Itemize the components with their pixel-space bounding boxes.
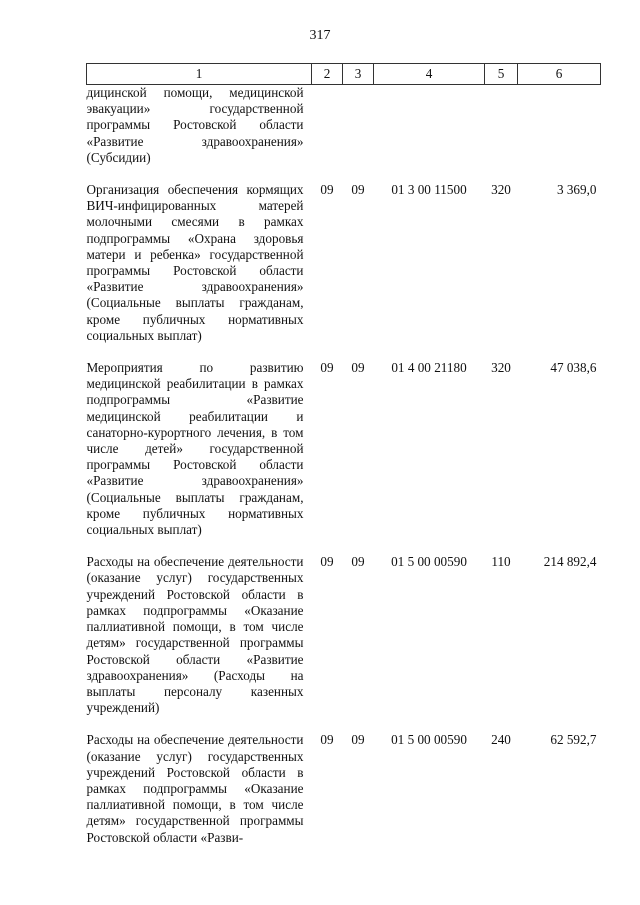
row-spacer <box>87 716 601 732</box>
row-target-article <box>374 85 485 167</box>
row-amount: 62 592,7 <box>550 732 597 748</box>
column-header-subsection: 3 <box>343 64 374 85</box>
table-row <box>87 360 601 538</box>
row-expense-type: 320 <box>491 360 511 376</box>
row-section: 09 <box>320 360 334 376</box>
row-description: Организация обеспечения кормящих ВИЧ-инфицированных матерей молочными смесями в рамках подпрограммы «Охрана здоровья матери и ребенка» государственной программы Ростовской области «Развитие здравоохранения» (Социальные выплаты гражданам, кроме публичных нормативных социальных выплат) <box>86 182 304 343</box>
row-section: 09 <box>320 182 334 198</box>
row-section <box>312 85 343 167</box>
row-spacer <box>87 538 601 554</box>
row-spacer <box>87 166 601 182</box>
row-subsection: 09 <box>351 182 365 198</box>
row-subsection: 09 <box>351 554 365 570</box>
row-description: Мероприятия по развитию медицинской реабилитации в рамках подпрограммы «Развитие медицинской реабилитации и санаторно-курортного лечения, в том числе детей» государственной программы Ростовской области «Развитие здравоохранения» (Социальные выплаты гражданам, кроме публичных нормативных социальных выплат) <box>86 360 304 538</box>
row-section: 09 <box>320 732 334 748</box>
column-header-expense-type: 5 <box>485 64 518 85</box>
table-row <box>87 554 601 716</box>
table-row <box>87 732 601 845</box>
row-amount: 47 038,6 <box>550 360 597 376</box>
column-number-header-row <box>87 64 601 85</box>
row-section: 09 <box>320 554 334 570</box>
row-subsection: 09 <box>351 360 365 376</box>
row-target-article: 01 3 00 11500 <box>391 182 467 198</box>
page-number: 317 <box>309 28 331 43</box>
column-header-section: 2 <box>312 64 343 85</box>
row-subsection: 09 <box>351 732 365 748</box>
row-expense-type: 110 <box>491 554 511 570</box>
row-expense-type <box>485 85 518 167</box>
row-amount <box>518 85 601 167</box>
row-expense-type: 240 <box>491 732 511 748</box>
row-expense-type: 320 <box>491 182 511 198</box>
row-spacer <box>87 344 601 360</box>
row-target-article: 01 5 00 00590 <box>391 554 467 570</box>
row-description: Расходы на обеспечение деятельности (оказание услуг) государственных учреждений Ростовской области в рамках подпрограммы «Оказание паллиативной помощи, в том числе детям» государственной программы Ростовской области «Разви- <box>86 732 304 845</box>
row-target-article: 01 5 00 00590 <box>391 732 467 748</box>
row-subsection <box>343 85 374 167</box>
table-row <box>87 85 601 167</box>
budget-table <box>86 63 601 846</box>
row-description: Расходы на обеспечение деятельности (оказание услуг) государственных учреждений Ростовской области в рамках подпрограммы «Оказание паллиативной помощи, в том числе детям» государственной программы Ростовской области «Развитие здравоохранения» (Расходы на выплаты персоналу казенных учреждений) <box>86 554 304 716</box>
row-target-article: 01 4 00 21180 <box>391 360 467 376</box>
row-amount: 214 892,4 <box>543 554 597 570</box>
table-row <box>87 182 601 344</box>
column-header-description: 1 <box>87 64 312 85</box>
row-description: дицинской помощи, медицинской эвакуации» государственной программы Ростовской области «Развитие здравоохранения» (Субсидии) <box>86 85 304 165</box>
column-header-target-article: 4 <box>374 64 485 85</box>
column-header-amount: 6 <box>518 64 601 85</box>
row-amount: 3 369,0 <box>556 182 597 198</box>
